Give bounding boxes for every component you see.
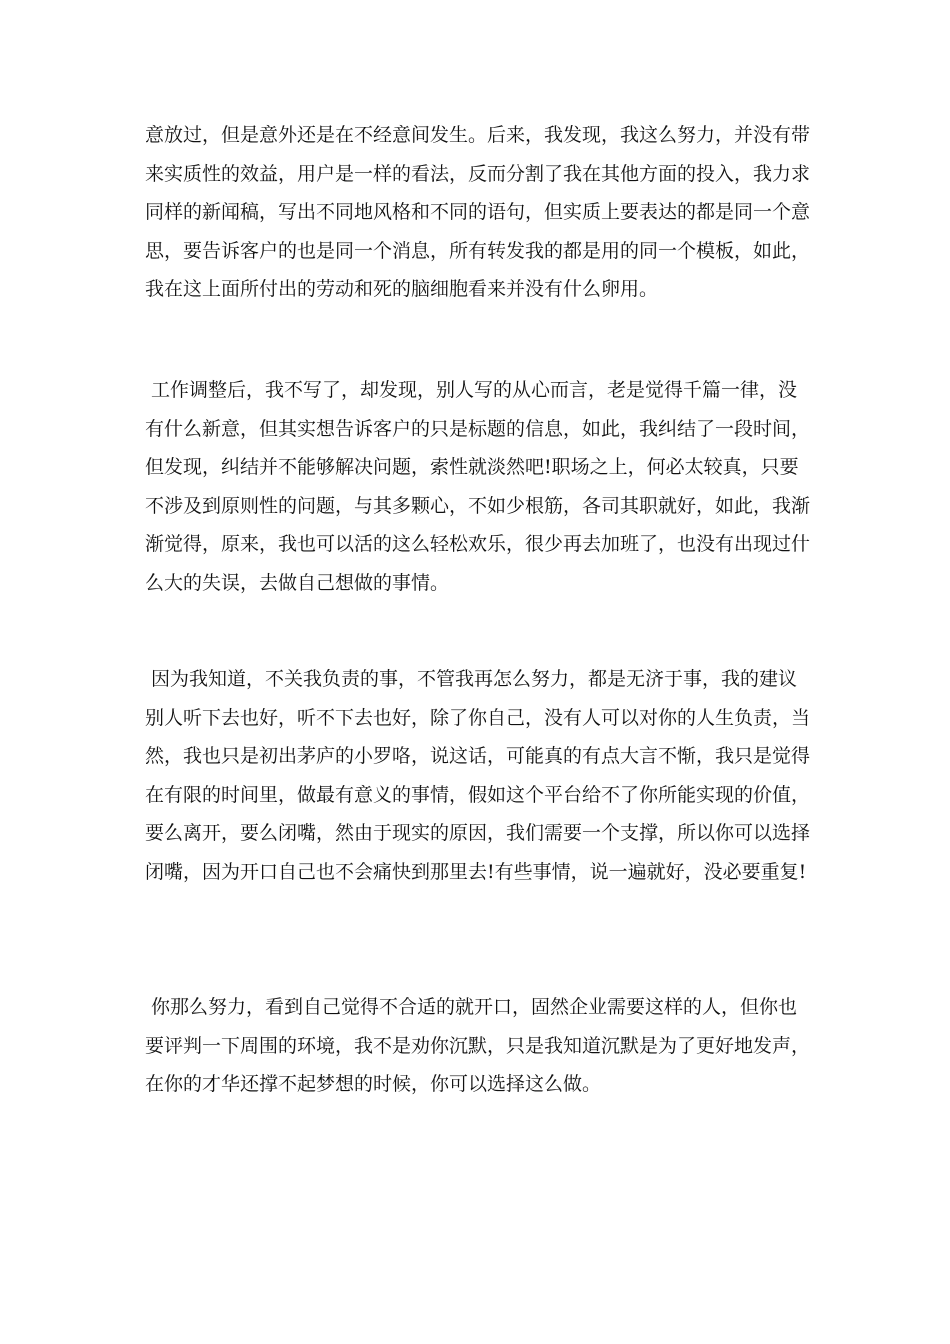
paragraph-3: 因为我知道，不关我负责的事，不管我再怎么努力，都是无济于事，我的建议别人听下去也好，听不下去也好，除了你自己，没有人可以对你的人生负责，当然，我也只是初出茅庐的小罗咯，说这话，可能真的有点大言不惭，我只是觉得在有限的时间里，做最有意义的事情，假如这个平台给不了你所能实现的价值，要么离开，要么闭嘴，然由于现实的原因，我们需要一个支撑，所以你可以选择闭嘴，因为开口自己也不会痛快到那里去!有些事情，说一遍就好，没必要重复! [145, 668, 811, 883]
paragraph-1: 意放过，但是意外还是在不经意间发生。后来，我发现，我这么努力，并没有带来实质性的效益，用户是一样的看法，反而分割了我在其他方面的投入，我力求同样的新闻稿，写出不同地风格和不同的语句，但实质上要表达的都是同一个意思，要告诉客户的也是同一个消息，所有转发我的都是用的同一个模板，如此，我在这上面所付出的劳动和死的脑细胞看来并没有什么卵用。 [145, 124, 811, 300]
paragraph-4: 你那么努力，看到自己觉得不合适的就开口，固然企业需要这样的人，但你也要评判一下周围的环境，我不是劝你沉默，只是我知道沉默是为了更好地发声，在你的才华还撑不起梦想的时候，你可以选择这么做。 [145, 996, 811, 1095]
paragraph-2: 工作调整后，我不写了，却发现，别人写的从心而言，老是觉得千篇一律，没有什么新意，但其实想告诉客户的只是标题的信息，如此，我纠结了一段时间，但发现，纠结并不能够解决问题，索性就淡然吧!职场之上，何必太较真，只要不涉及到原则性的问题，与其多颗心，不如少根筋，各司其职就好，如此，我渐渐觉得，原来，我也可以活的这么轻松欢乐，很少再去加班了，也没有出现过什么大的失误，去做自己想做的事情。 [145, 379, 811, 594]
